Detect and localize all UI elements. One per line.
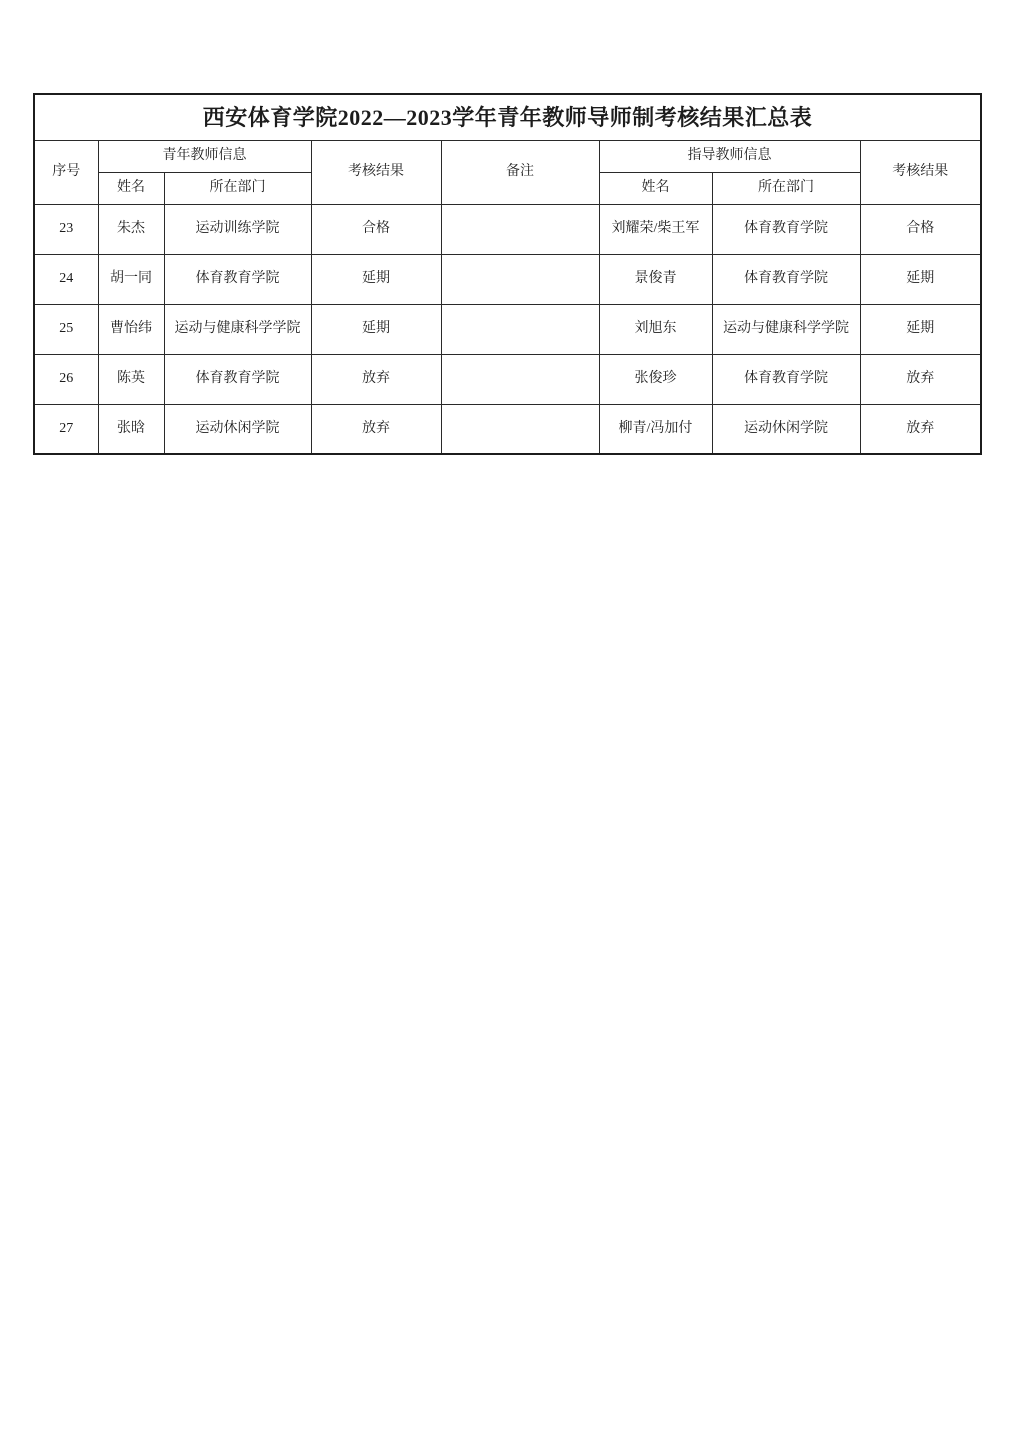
cell-serial: 25 xyxy=(34,304,98,354)
cell-mentor-name: 柳青/冯加付 xyxy=(599,404,712,454)
cell-mentor-result: 延期 xyxy=(860,254,981,304)
cell-young-result: 放弃 xyxy=(311,354,441,404)
cell-young-result: 延期 xyxy=(311,304,441,354)
cell-young-department: 运动休闲学院 xyxy=(164,404,311,454)
header-young-name: 姓名 xyxy=(98,172,164,204)
cell-remarks xyxy=(441,354,599,404)
cell-serial: 24 xyxy=(34,254,98,304)
table-row xyxy=(34,404,981,454)
table-title: 西安体育学院2022—2023学年青年教师导师制考核结果汇总表 xyxy=(34,94,981,140)
header-young-department: 所在部门 xyxy=(164,172,311,204)
cell-mentor-result: 合格 xyxy=(860,204,981,254)
cell-young-name: 张晗 xyxy=(98,404,164,454)
cell-remarks xyxy=(441,404,599,454)
cell-mentor-department: 运动与健康科学学院 xyxy=(712,304,860,354)
cell-young-result: 合格 xyxy=(311,204,441,254)
table-row xyxy=(34,354,981,404)
cell-young-name: 陈英 xyxy=(98,354,164,404)
cell-remarks xyxy=(441,204,599,254)
table-row xyxy=(34,254,981,304)
cell-young-name: 曹怡纬 xyxy=(98,304,164,354)
cell-young-department: 体育教育学院 xyxy=(164,354,311,404)
header-mentor-result: 考核结果 xyxy=(860,140,981,204)
table-title-row xyxy=(34,94,981,140)
cell-young-department: 运动与健康科学学院 xyxy=(164,304,311,354)
cell-mentor-department: 运动休闲学院 xyxy=(712,404,860,454)
header-young-result: 考核结果 xyxy=(311,140,441,204)
header-mentor-group: 指导教师信息 xyxy=(599,140,860,172)
cell-mentor-department: 体育教育学院 xyxy=(712,204,860,254)
header-mentor-name: 姓名 xyxy=(599,172,712,204)
cell-young-result: 延期 xyxy=(311,254,441,304)
cell-remarks xyxy=(441,254,599,304)
cell-young-result: 放弃 xyxy=(311,404,441,454)
cell-young-name: 胡一同 xyxy=(98,254,164,304)
cell-serial: 23 xyxy=(34,204,98,254)
table-row xyxy=(34,304,981,354)
cell-young-department: 体育教育学院 xyxy=(164,254,311,304)
cell-young-name: 朱杰 xyxy=(98,204,164,254)
header-row-top xyxy=(34,140,981,172)
cell-mentor-department: 体育教育学院 xyxy=(712,354,860,404)
cell-serial: 26 xyxy=(34,354,98,404)
header-remarks: 备注 xyxy=(441,140,599,204)
table-row xyxy=(34,204,981,254)
cell-mentor-name: 张俊珍 xyxy=(599,354,712,404)
header-young-teacher-group: 青年教师信息 xyxy=(98,140,311,172)
assessment-summary-table xyxy=(33,93,982,455)
cell-mentor-result: 放弃 xyxy=(860,354,981,404)
header-mentor-department: 所在部门 xyxy=(712,172,860,204)
cell-mentor-name: 刘耀荣/柴王军 xyxy=(599,204,712,254)
cell-young-department: 运动训练学院 xyxy=(164,204,311,254)
cell-mentor-name: 景俊青 xyxy=(599,254,712,304)
cell-mentor-department: 体育教育学院 xyxy=(712,254,860,304)
cell-mentor-result: 延期 xyxy=(860,304,981,354)
cell-mentor-name: 刘旭东 xyxy=(599,304,712,354)
cell-serial: 27 xyxy=(34,404,98,454)
cell-remarks xyxy=(441,304,599,354)
cell-mentor-result: 放弃 xyxy=(860,404,981,454)
header-serial: 序号 xyxy=(34,140,98,204)
